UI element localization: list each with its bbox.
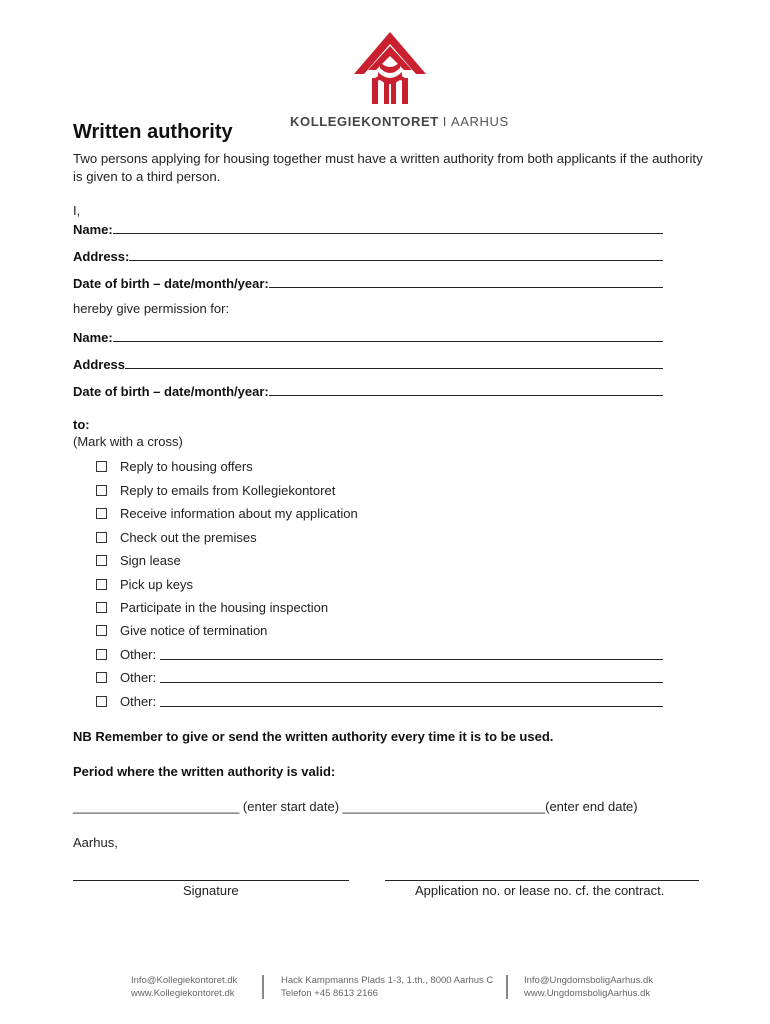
period-fields[interactable]: [73, 799, 638, 814]
option-reply-housing-offers[interactable]: [96, 457, 253, 475]
option-housing-inspection[interactable]: [96, 598, 328, 616]
grantor-address-label: Address:: [73, 249, 130, 264]
nb-notice: NB Remember to give or send the written authority every time it is to be used.: [73, 729, 554, 744]
signature-line[interactable]: [73, 880, 349, 881]
footer-column-3: [524, 974, 653, 1000]
grantee-dob-field[interactable]: [73, 381, 663, 399]
place-text: Aarhus,: [73, 835, 118, 850]
signature-label: Signature: [183, 883, 239, 898]
option-label: Reply to emails from Kollegiekontoret: [120, 482, 336, 498]
option-reply-emails[interactable]: [96, 481, 335, 499]
period-heading: Period where the written authority is valid:: [73, 764, 336, 779]
option-label: Give notice of termination: [120, 622, 268, 638]
to-label: to:: [73, 417, 90, 432]
checkbox[interactable]: [96, 485, 107, 496]
checkbox[interactable]: [96, 579, 107, 590]
grantee-address-field[interactable]: [73, 354, 663, 372]
footer-phone: Telefon +45 8613 2166: [281, 988, 378, 999]
mark-hint: (Mark with a cross): [73, 434, 183, 449]
option-label: Pick up keys: [120, 576, 193, 592]
option-notice-of-termination[interactable]: [96, 621, 267, 639]
checkbox[interactable]: [96, 461, 107, 472]
footer-website-2[interactable]: www.UngdomsboligAarhus.dk: [524, 988, 651, 999]
start-date-blank[interactable]: _______________________: [73, 799, 240, 814]
option-other-1[interactable]: [96, 645, 663, 663]
option-label: Sign lease: [120, 552, 181, 568]
checkbox[interactable]: [96, 508, 107, 519]
end-date-label: (enter end date): [545, 799, 638, 814]
footer-divider: [506, 975, 508, 999]
end-date-blank[interactable]: ____________________________: [342, 799, 546, 814]
footer-email[interactable]: Info@Kollegiekontoret.dk: [131, 975, 238, 986]
option-label: Receive information about my application: [120, 505, 358, 521]
grantor-name-label: Name:: [73, 222, 113, 237]
brand-separator: I: [442, 114, 447, 129]
option-pick-up-keys[interactable]: [96, 575, 193, 593]
checkbox[interactable]: [96, 555, 107, 566]
brand-city: AARHUS: [450, 114, 509, 129]
option-other-3[interactable]: [96, 692, 663, 710]
grantee-name-label: Name:: [73, 330, 113, 345]
page-title: Written authority: [73, 121, 233, 143]
kollegiekontoret-logo: [354, 32, 426, 108]
footer-website[interactable]: www.Kollegiekontoret.dk: [131, 988, 235, 999]
grantor-dob-label: Date of birth – date/month/year:: [73, 276, 269, 291]
option-other-2[interactable]: [96, 668, 663, 686]
other-label: Other:: [120, 669, 157, 685]
checkbox[interactable]: [96, 602, 107, 613]
footer-email-2[interactable]: Info@UngdomsboligAarhus.dk: [524, 975, 653, 986]
intro-text: Two persons applying for housing together must have a written authority from both applicants if the authority is given to a third person.: [73, 151, 703, 184]
option-receive-information[interactable]: [96, 504, 358, 522]
opening-text: I,: [73, 203, 81, 218]
grantee-address-label: Address: [73, 357, 126, 372]
grantor-address-field[interactable]: [73, 246, 663, 264]
checkbox[interactable]: [96, 696, 107, 707]
application-number-line[interactable]: [385, 880, 699, 881]
brand-wordmark: [290, 114, 509, 129]
option-check-out-premises[interactable]: [96, 528, 257, 546]
footer-column-2: [281, 974, 493, 1000]
checkbox[interactable]: [96, 625, 107, 636]
checkbox[interactable]: [96, 649, 107, 660]
grantor-dob-field[interactable]: [73, 273, 663, 291]
option-label: Reply to housing offers: [120, 458, 253, 474]
option-label: Participate in the housing inspection: [120, 599, 329, 615]
permission-text: hereby give permission for:: [73, 301, 230, 316]
option-sign-lease[interactable]: [96, 551, 181, 569]
option-label: Check out the premises: [120, 529, 257, 545]
grantee-name-field[interactable]: [73, 327, 663, 345]
brand-name: KOLLEGIEKONTORET: [290, 114, 439, 129]
grantee-dob-label: Date of birth – date/month/year:: [73, 384, 269, 399]
other-label: Other:: [120, 646, 157, 662]
footer-divider: [262, 975, 264, 999]
footer-column-1: [131, 974, 237, 1000]
grantor-name-field[interactable]: [73, 219, 663, 237]
start-date-label: (enter start date): [242, 799, 340, 814]
other-label: Other:: [120, 693, 157, 709]
footer-address: Hack Kampmanns Plads 1-3, 1.th., 8000 Aarhus C: [281, 975, 494, 986]
checkbox[interactable]: [96, 532, 107, 543]
application-label: Application no. or lease no. cf. the contract.: [415, 883, 665, 898]
checkbox[interactable]: [96, 672, 107, 683]
